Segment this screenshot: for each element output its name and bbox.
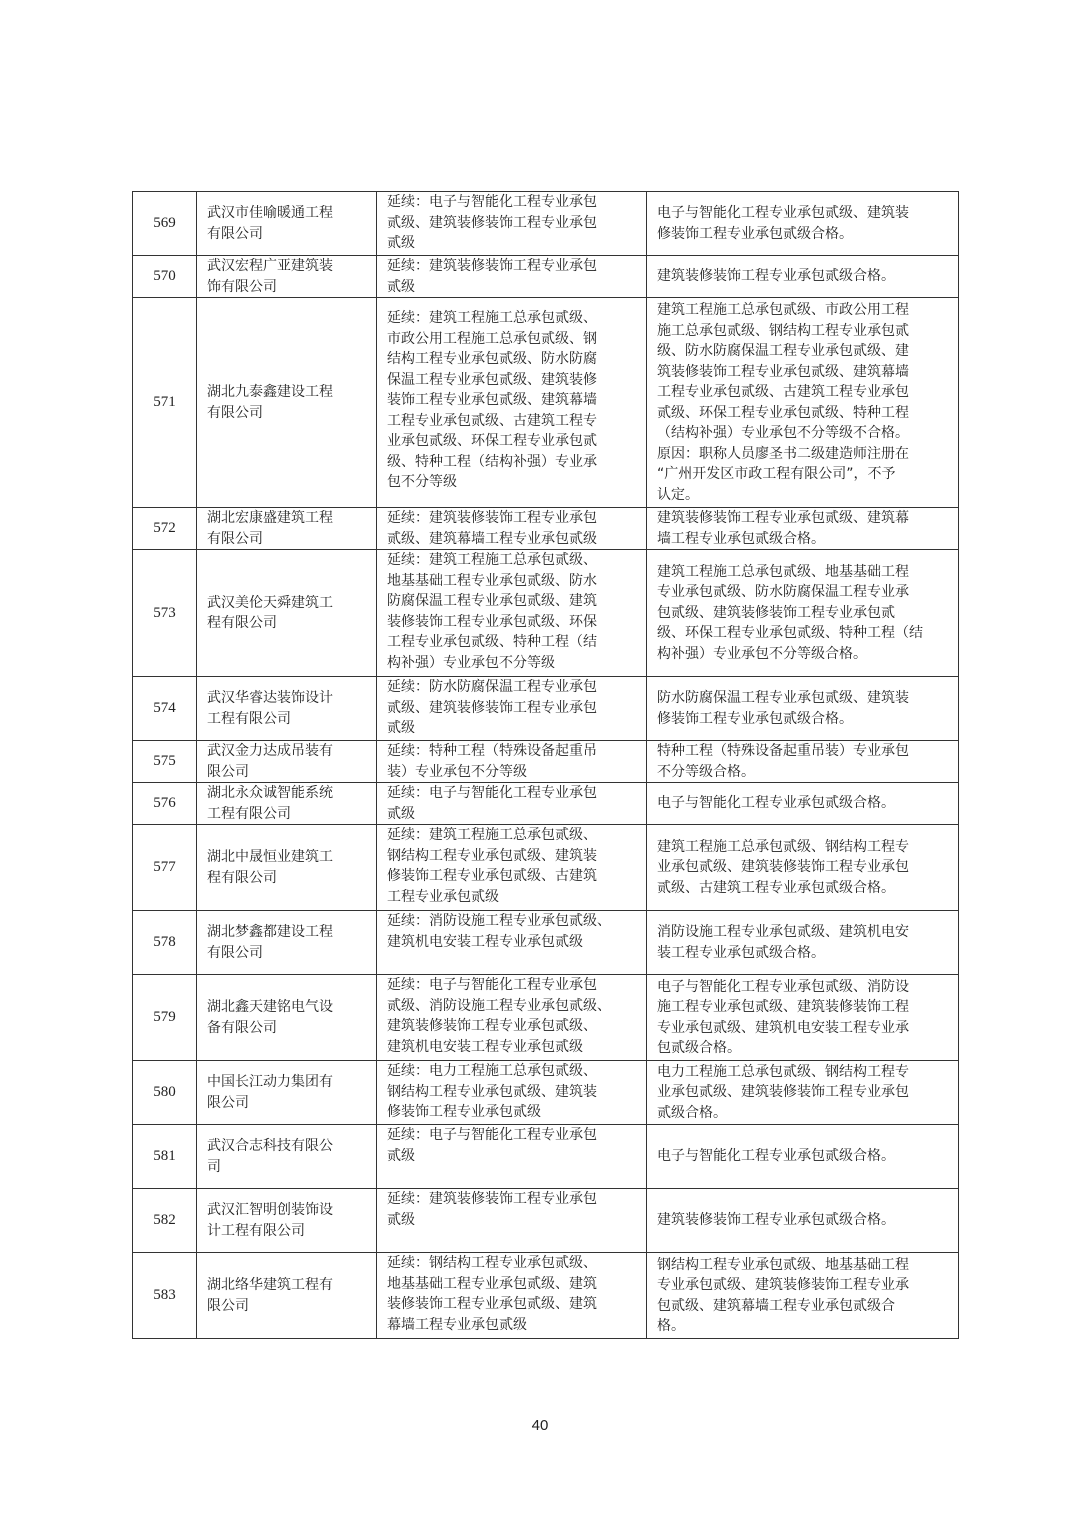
page-number: 40 [531, 1417, 549, 1434]
table-row [133, 1189, 959, 1253]
company-name: 中国长江动力集团有 限公司 [197, 1061, 377, 1125]
table-row [133, 1061, 959, 1125]
row-number: 578 [133, 911, 197, 975]
company-name: 武汉合志科技有限公 司 [197, 1125, 377, 1189]
review-result: 电子与智能化工程专业承包贰级、建筑装 修装饰工程专业承包贰级合格。 [647, 192, 959, 256]
row-number: 573 [133, 550, 197, 677]
application-content: 延续：电子与智能化工程专业承包 贰级 [377, 783, 647, 825]
review-result: 防水防腐保温工程专业承包贰级、建筑装 修装饰工程专业承包贰级合格。 [647, 677, 959, 741]
company-name: 武汉金力达成吊装有 限公司 [197, 741, 377, 783]
table-row [133, 741, 959, 783]
table-row [133, 508, 959, 550]
row-number: 577 [133, 825, 197, 911]
review-result: 建筑工程施工总承包贰级、钢结构工程专 业承包贰级、建筑装修装饰工程专业承包 贰级、古建筑工程专业承包贰级合格。 [647, 825, 959, 911]
row-number: 583 [133, 1253, 197, 1339]
application-content: 延续：建筑工程施工总承包贰级、 市政公用工程施工总承包贰级、钢 结构工程专业承包贰级、防水防腐 保温工程专业承包贰级、建筑装修 装饰工程专业承包贰级、建筑幕墙 工程专业承包贰级、古建筑工程专 业承包贰级、环保工程专业承包贰 级、特种工程（结构补强）专业承 包不分等级 [377, 298, 647, 508]
table-row [133, 256, 959, 298]
company-name: 湖北宏康盛建筑工程 有限公司 [197, 508, 377, 550]
review-result: 电子与智能化工程专业承包贰级合格。 [647, 783, 959, 825]
table-row [133, 192, 959, 256]
review-result: 电力工程施工总承包贰级、钢结构工程专 业承包贰级、建筑装修装饰工程专业承包 贰级合格。 [647, 1061, 959, 1125]
review-result: 建筑装修装饰工程专业承包贰级合格。 [647, 256, 959, 298]
table-row [133, 298, 959, 508]
review-result: 电子与智能化工程专业承包贰级、消防设 施工程专业承包贰级、建筑装修装饰工程 专业承包贰级、建筑机电安装工程专业承 包贰级合格。 [647, 975, 959, 1061]
table-row [133, 550, 959, 677]
review-result: 特种工程（特殊设备起重吊装）专业承包 不分等级合格。 [647, 741, 959, 783]
company-name: 湖北梦鑫都建设工程 有限公司 [197, 911, 377, 975]
application-content: 延续：建筑装修装饰工程专业承包 贰级 [377, 256, 647, 298]
company-name: 湖北永众诚智能系统 工程有限公司 [197, 783, 377, 825]
table-row [133, 975, 959, 1061]
review-result: 建筑装修装饰工程专业承包贰级、建筑幕 墙工程专业承包贰级合格。 [647, 508, 959, 550]
table-row [133, 677, 959, 741]
company-name: 湖北鑫天建铭电气设 备有限公司 [197, 975, 377, 1061]
application-content: 延续：电子与智能化工程专业承包 贰级 [377, 1125, 647, 1189]
application-content: 延续：电力工程施工总承包贰级、 钢结构工程专业承包贰级、建筑装 修装饰工程专业承包贰级 [377, 1061, 647, 1125]
row-number: 575 [133, 741, 197, 783]
application-content: 延续：钢结构工程专业承包贰级、 地基基础工程专业承包贰级、建筑 装修装饰工程专业承包贰级、建筑 幕墙工程专业承包贰级 [377, 1253, 647, 1339]
application-content: 延续：建筑工程施工总承包贰级、 地基基础工程专业承包贰级、防水 防腐保温工程专业承包贰级、建筑 装修装饰工程专业承包贰级、环保 工程专业承包贰级、特种工程（结 构补强）专业承包不分等级 [377, 550, 647, 677]
company-name: 武汉美伦天舜建筑工 程有限公司 [197, 550, 377, 677]
row-number: 572 [133, 508, 197, 550]
application-content: 延续：特种工程（特殊设备起重吊 装）专业承包不分等级 [377, 741, 647, 783]
review-result: 电子与智能化工程专业承包贰级合格。 [647, 1125, 959, 1189]
row-number: 569 [133, 192, 197, 256]
row-number: 581 [133, 1125, 197, 1189]
row-number: 580 [133, 1061, 197, 1125]
row-number: 576 [133, 783, 197, 825]
row-number: 574 [133, 677, 197, 741]
company-name: 武汉市佳喻暖通工程 有限公司 [197, 192, 377, 256]
table-row [133, 1253, 959, 1339]
company-name: 湖北络华建筑工程有 限公司 [197, 1253, 377, 1339]
table-row [133, 825, 959, 911]
application-content: 延续：电子与智能化工程专业承包 贰级、消防设施工程专业承包贰级、 建筑装修装饰工程专业承包贰级、 建筑机电安装工程专业承包贰级 [377, 975, 647, 1061]
application-content: 延续：消防设施工程专业承包贰级、 建筑机电安装工程专业承包贰级 [377, 911, 647, 975]
review-result: 建筑装修装饰工程专业承包贰级合格。 [647, 1189, 959, 1253]
company-name: 武汉华睿达装饰设计 工程有限公司 [197, 677, 377, 741]
qualification-table-container [132, 191, 958, 1339]
company-name: 武汉宏程广亚建筑装 饰有限公司 [197, 256, 377, 298]
row-number: 579 [133, 975, 197, 1061]
row-number: 570 [133, 256, 197, 298]
review-result: 建筑工程施工总承包贰级、地基基础工程 专业承包贰级、防水防腐保温工程专业承 包贰级、建筑装修装饰工程专业承包贰 级、环保工程专业承包贰级、特种工程（结 构补强）专业承包不分等级合格。 [647, 550, 959, 677]
application-content: 延续：防水防腐保温工程专业承包 贰级、建筑装修装饰工程专业承包 贰级 [377, 677, 647, 741]
application-content: 延续：建筑装修装饰工程专业承包 贰级、建筑幕墙工程专业承包贰级 [377, 508, 647, 550]
review-result: 消防设施工程专业承包贰级、建筑机电安 装工程专业承包贰级合格。 [647, 911, 959, 975]
review-result: 钢结构工程专业承包贰级、地基基础工程 专业承包贰级、建筑装修装饰工程专业承 包贰级、建筑幕墙工程专业承包贰级合 格。 [647, 1253, 959, 1339]
qualification-table [132, 191, 959, 1339]
row-number: 571 [133, 298, 197, 508]
application-content: 延续：建筑工程施工总承包贰级、 钢结构工程专业承包贰级、建筑装 修装饰工程专业承包贰级、古建筑 工程专业承包贰级 [377, 825, 647, 911]
table-row [133, 911, 959, 975]
row-number: 582 [133, 1189, 197, 1253]
application-content: 延续：电子与智能化工程专业承包 贰级、建筑装修装饰工程专业承包 贰级 [377, 192, 647, 256]
table-row [133, 783, 959, 825]
review-result: 建筑工程施工总承包贰级、市政公用工程 施工总承包贰级、钢结构工程专业承包贰 级、防水防腐保温工程专业承包贰级、建 筑装修装饰工程专业承包贰级、建筑幕墙 工程专业承包贰级、古建筑工程专业承包 贰级、环保工程专业承包贰级、特种工程 （结构补强）专业承包不分等级不合格。 原因：职称人员廖圣书二级建造师注册在 “广州开发区市政工程有限公司”，不予 认定。 [647, 298, 959, 508]
company-name: 湖北中晟恒业建筑工 程有限公司 [197, 825, 377, 911]
company-name: 武汉汇智明创装饰设 计工程有限公司 [197, 1189, 377, 1253]
application-content: 延续：建筑装修装饰工程专业承包 贰级 [377, 1189, 647, 1253]
table-row [133, 1125, 959, 1189]
company-name: 湖北九泰鑫建设工程 有限公司 [197, 298, 377, 508]
